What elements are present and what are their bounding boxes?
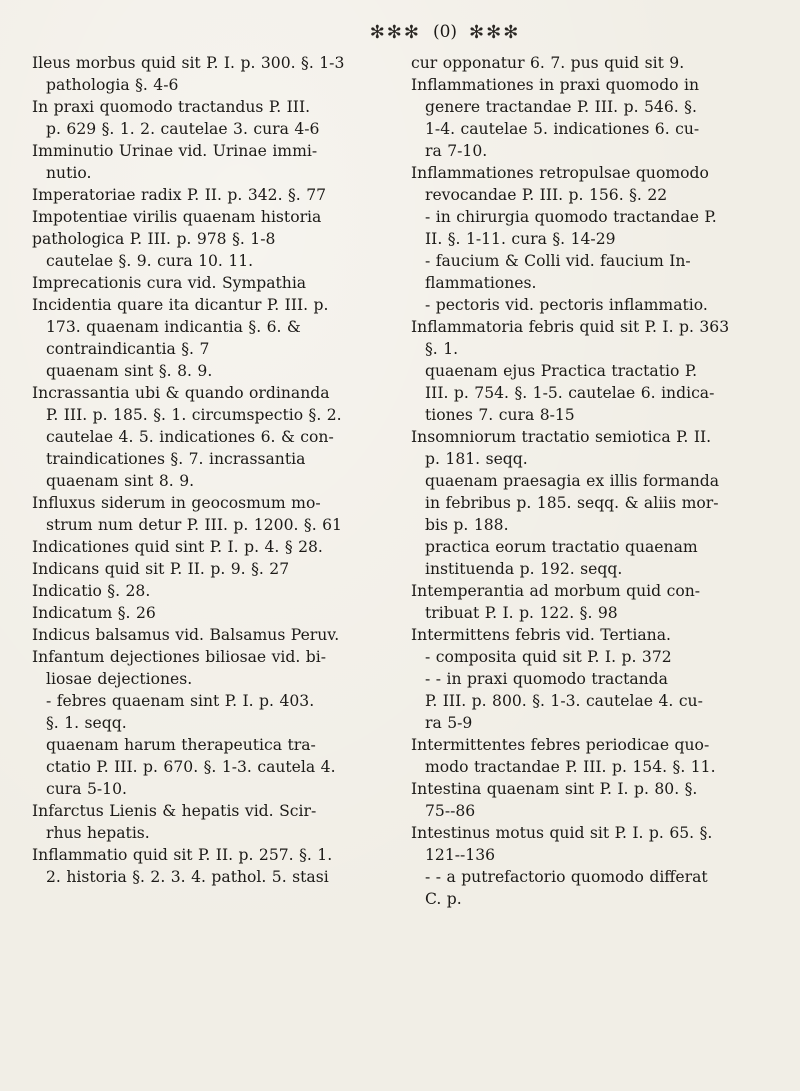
- index-entry: Intermittentes febres periodicae quo-: [411, 736, 710, 754]
- left-index-column: [32, 52, 401, 910]
- index-entry: p. 181. seqq.: [425, 450, 528, 468]
- index-entry: practica eorum tractatio quaenam: [425, 538, 698, 556]
- index-entry: Intermittens febris vid. Tertiana.: [411, 626, 671, 644]
- index-entry: genere tractandae P. III. p. 546. §.: [425, 98, 697, 116]
- index-entry: - febres quaenam sint P. I. p. 403.: [46, 692, 315, 710]
- index-entry: Intestina quaenam sint P. I. p. 80. §.: [411, 780, 698, 798]
- index-entry: cautelae 4. 5. indicationes 6. & con-: [46, 428, 334, 446]
- index-entry: rhus hepatis.: [46, 824, 150, 842]
- index-entry: Intemperantia ad morbum quid con-: [411, 582, 701, 600]
- index-entry: - faucium & Colli vid. faucium In-: [425, 252, 691, 270]
- index-entry: Indicationes quid sint P. I. p. 4. § 28.: [32, 538, 323, 556]
- index-entry: Indicans quid sit P. II. p. 9. §. 27: [32, 560, 290, 578]
- index-entry: ctatio P. III. p. 670. §. 1-3. cautela 4.: [46, 758, 336, 776]
- index-entry: - - in praxi quomodo tractanda: [425, 670, 668, 688]
- index-entry: quaenam harum therapeutica tra-: [46, 736, 316, 754]
- index-entry: pathologia §. 4-6: [46, 76, 179, 94]
- index-entry: P. III. p. 185. §. 1. circumspectio §. 2.: [46, 406, 342, 424]
- index-entry: 75--86: [425, 802, 476, 820]
- index-entry: ra 7-10.: [425, 142, 488, 160]
- index-entry: liosae dejectiones.: [46, 670, 193, 688]
- index-entry: Incrassantia ubi & quando ordinanda: [32, 384, 330, 402]
- index-entry: Influxus siderum in geocosmum mo-: [32, 494, 321, 512]
- index-entry: quaenam praesagia ex illis formanda: [425, 472, 720, 490]
- index-entry: pathologica P. III. p. 978 §. 1-8: [32, 230, 276, 248]
- index-entry: Imprecationis cura vid. Sympathia: [32, 274, 307, 292]
- index-entry: tribuat P. I. p. 122. §. 98: [425, 604, 618, 622]
- index-entry: Infarctus Lienis & hepatis vid. Scir-: [32, 802, 317, 820]
- index-entry: Indicatum §. 26: [32, 604, 156, 622]
- index-entry: quaenam ejus Practica tractatio P.: [425, 362, 698, 380]
- index-entry: P. III. p. 800. §. 1-3. cautelae 4. cu-: [425, 692, 703, 710]
- index-entry: Imminutio Urinae vid. Urinae immi-: [32, 142, 318, 160]
- index-entry: in febribus p. 185. seqq. & aliis mor-: [425, 494, 719, 512]
- index-entry: cur opponatur 6. 7. pus quid sit 9.: [411, 54, 685, 72]
- index-entry: Impotentiae virilis quaenam historia: [32, 208, 322, 226]
- index-entry: flammationes.: [425, 274, 537, 292]
- index-entry: Inflammationes retropulsae quomodo: [411, 164, 709, 182]
- index-entry: In praxi quomodo tractandus P. III.: [32, 98, 311, 116]
- index-entry: instituenda p. 192. seqq.: [425, 560, 623, 578]
- index-entry: Inflammationes in praxi quomodo in: [411, 76, 700, 94]
- index-entry: - - a putrefactorio quomodo differat: [425, 868, 708, 886]
- index-entry: quaenam sint §. 8. 9.: [46, 362, 213, 380]
- index-entry: nutio.: [46, 164, 92, 182]
- index-entry: 1-4. cautelae 5. indicationes 6. cu-: [425, 120, 700, 138]
- index-entry: 2. historia §. 2. 3. 4. pathol. 5. stasi: [46, 868, 329, 886]
- index-entry: Intestinus motus quid sit P. I. p. 65. §.: [411, 824, 713, 842]
- index-entry: - composita quid sit P. I. p. 372: [425, 648, 672, 666]
- index-entry: ra 5-9: [425, 714, 473, 732]
- index-entry: Insomniorum tractatio semiotica P. II.: [411, 428, 712, 446]
- index-entry: Indicatio §. 28.: [32, 582, 151, 600]
- index-entry: Inflammatio quid sit P. II. p. 257. §. 1.: [32, 846, 333, 864]
- index-entry: III. p. 754. §. 1-5. cautelae 6. indica-: [425, 384, 715, 402]
- index-entry: II. §. 1-11. cura §. 14-29: [425, 230, 616, 248]
- index-entry: cura 5-10.: [46, 780, 127, 798]
- index-entry: C. p.: [425, 890, 462, 908]
- index-entry: quaenam sint 8. 9.: [46, 472, 195, 490]
- index-entry: bis p. 188.: [425, 516, 509, 534]
- index-entry: - in chirurgia quomodo tractandae P.: [425, 208, 717, 226]
- index-entry: 173. quaenam indicantia §. 6. &: [46, 318, 301, 336]
- ornament-right-icon: ✻✻✻: [469, 21, 521, 43]
- index-entry: modo tractandae P. III. p. 154. §. 11.: [425, 758, 716, 776]
- index-entry: p. 629 §. 1. 2. cautelae 3. cura 4-6: [46, 120, 320, 138]
- page-number: (0): [432, 22, 458, 42]
- index-entry: Ileus morbus quid sit P. I. p. 300. §. 1-3: [32, 54, 345, 72]
- index-entry: contraindicantia §. 7: [46, 340, 210, 358]
- index-entry: strum num detur P. III. p. 1200. §. 61: [46, 516, 342, 534]
- index-entry: §. 1.: [425, 340, 459, 358]
- index-entry: traindicationes §. 7. incrassantia: [46, 450, 306, 468]
- index-entry: Imperatoriae radix P. II. p. 342. §. 77: [32, 186, 327, 204]
- index-entry: Incidentia quare ita dicantur P. III. p.: [32, 296, 329, 314]
- index-entry: 121--136: [425, 846, 496, 864]
- index-entry: revocandae P. III. p. 156. §. 22: [425, 186, 668, 204]
- index-entry: tiones 7. cura 8-15: [425, 406, 575, 424]
- index-entry: §. 1. seqq.: [46, 714, 127, 732]
- page-header: [112, 14, 778, 50]
- ornament-left-icon: ✻✻✻: [369, 21, 421, 43]
- index-entry: Inflammatoria febris quid sit P. I. p. 363: [411, 318, 730, 336]
- index-entry: Indicus balsamus vid. Balsamus Peruv.: [32, 626, 340, 644]
- index-columns: [32, 52, 778, 910]
- index-entry: - pectoris vid. pectoris inflammatio.: [425, 296, 708, 314]
- index-entry: Infantum dejectiones biliosae vid. bi-: [32, 648, 326, 666]
- right-index-column: [411, 52, 778, 910]
- index-entry: cautelae §. 9. cura 10. 11.: [46, 252, 254, 270]
